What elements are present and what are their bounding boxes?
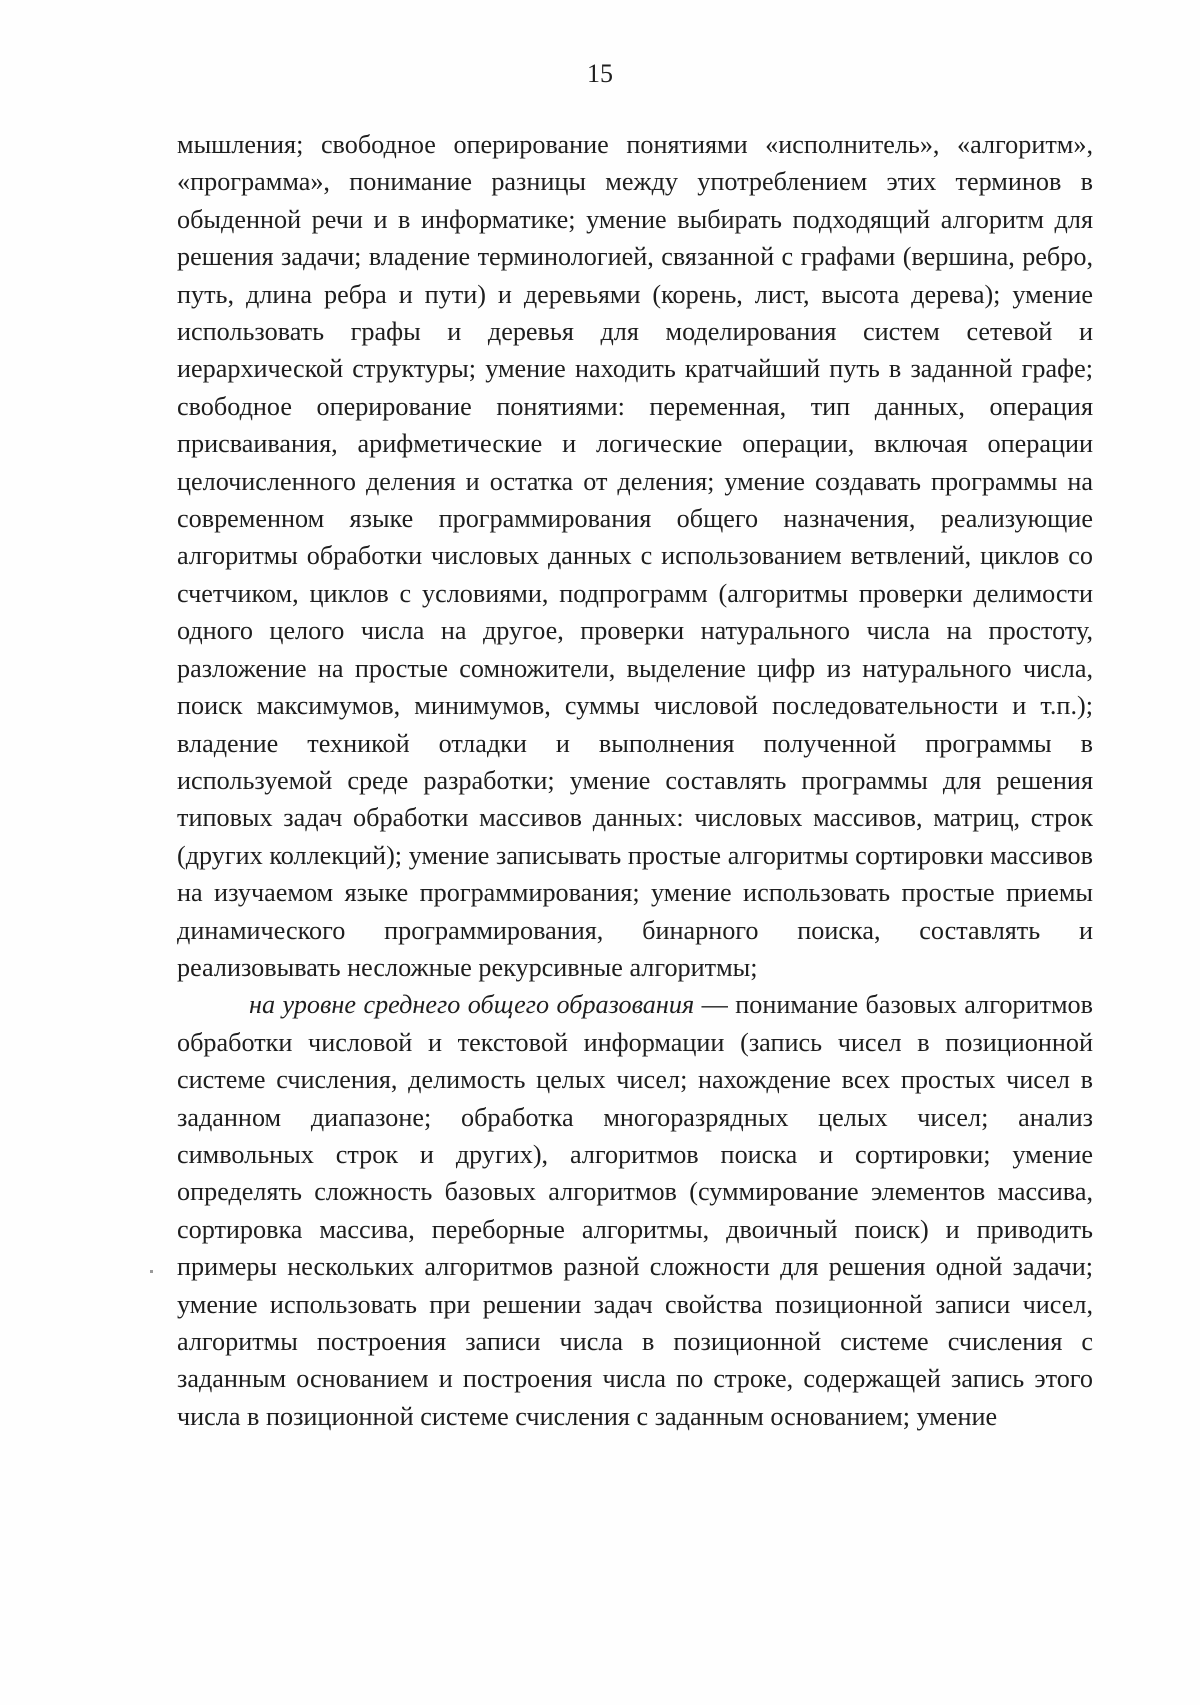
paragraph-lead-italic: на уровне среднего общего образования	[249, 990, 695, 1020]
paragraph-body: — понимание базовых алгоритмов обработки числовой и текстовой информации (запись чисел в позиционной системе счисления, делимость целых чисел; нахождение всех простых чисел в заданном диапазоне; обработка многоразрядных целых чисел; анализ символьных строк и других), алгоритмов поиска и сортировки; умение определять сложность базовых алгоритмов (суммирование элементов массива, сортировка массива, переборные алгоритмы, двоичный поиск) и приводить примеры нескольких алгоритмов разной сложности для решения одной задачи; умение использовать при решении задач свойства позиционной записи чисел, алгоритмы построения записи числа в позиционной системе счисления с заданным основанием и построения числа по строке, содержащей запись этого числа в позиционной системе счисления с заданным основанием; умение	[177, 990, 1093, 1431]
margin-speck	[150, 1270, 153, 1273]
paragraph-continuation: мышления; свободное оперирование понятиями «исполнитель», «алгоритм», «программа», понимание разницы между употреблением этих терминов в обыденной речи и в информатике; умение выбирать подходящий алгоритм для решения задачи; владение терминологией, связанной с графами (вершина, ребро, путь, длина ребра и пути) и деревьями (корень, лист, высота дерева); умение использовать графы и деревья для моделирования систем сетевой и иерархической структуры; умение находить кратчайший путь в заданной графе; свободное оперирование понятиями: переменная, тип данных, операция присваивания, арифметические и логические операции, включая операции целочисленного деления и остатка от деления; умение создавать программы на современном языке программирования общего назначения, реализующие алгоритмы обработки числовых данных с использованием ветвлений, циклов со счетчиком, циклов с условиями, подпрограмм (алгоритмы проверки делимости одного целого числа на другое, проверки натурального числа на простоту, разложение на простые сомножители, выделение цифр из натурального числа, поиск максимумов, минимумов, суммы числовой последовательности и т.п.); владение техникой отладки и выполнения полученной программы в используемой среде разработки; умение составлять программы для решения типовых задач обработки массивов данных: числовых массивов, матриц, строк (других коллекций); умение записывать простые алгоритмы сортировки массивов на изучаемом языке программирования; умение использовать простые приемы динамического программирования, бинарного поиска, составлять и реализовывать несложные рекурсивные алгоритмы;	[177, 130, 1093, 982]
body-text	[177, 126, 1093, 1435]
page-number: 15	[587, 59, 613, 88]
paragraph-secondary-education	[177, 986, 1093, 1435]
